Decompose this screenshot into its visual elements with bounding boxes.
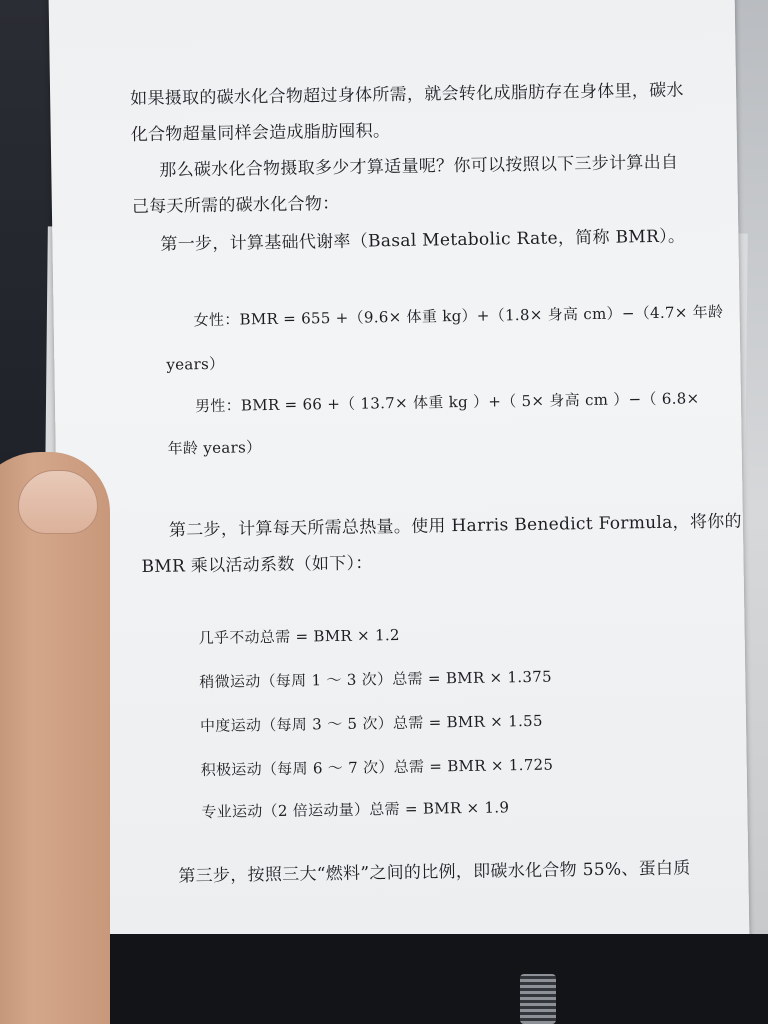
thumbnail [18, 470, 98, 534]
step2-line2: BMR 乘以活动系数（如下）： [141, 553, 373, 578]
zipper [520, 974, 556, 1024]
activity-factor-1: 几乎不动总需 = BMR × 1.2 [198, 626, 400, 648]
activity-factor-2: 稍微运动（每周 1 ～ 3 次）总需 = BMR × 1.375 [199, 667, 553, 692]
activity-factor-3: 中度运动（每周 3 ～ 5 次）总需 = BMR × 1.55 [199, 711, 543, 736]
activity-factor-5: 专业运动（2 倍运动量）总需 = BMR × 1.9 [201, 798, 510, 822]
step3-text: 第三步，按照三大“燃料”之间的比例，即碳水化合物 55%、蛋白质 [178, 858, 691, 887]
formula-female-line1: 女性：BMR = 655 +（9.6× 体重 kg）+（1.8× 身高 cm）−（4.7× 年龄 [193, 302, 724, 330]
book-page [49, 0, 750, 951]
paragraph2-line1: 那么碳水化合物摄取多少才算适量呢？你可以按照以下三步计算出自 [159, 152, 679, 181]
step1-text: 第一步，计算基础代谢率（Basal Metabolic Rate，简称 BMR）。 [160, 226, 686, 255]
activity-factor-4: 积极运动（每周 6 ～ 7 次）总需 = BMR × 1.725 [200, 755, 554, 780]
formula-male-line2: 年龄 years） [167, 438, 262, 458]
formula-male-line1: 男性：BMR = 66 +（ 13.7× 体重 kg ）+（ 5× 身高 cm ）−（ 6.8× [194, 389, 700, 416]
step2-line1: 第二步，计算每天所需总热量。使用 Harris Benedict Formula，将你的 [168, 511, 742, 541]
thumb [0, 452, 110, 1024]
paragraph1-line1: 如果摄取的碳水化合物超过身体所需，就会转化成脂肪存在身体里，碳水 [130, 80, 684, 110]
formula-female-line2: years） [166, 354, 225, 374]
paragraph2-line2: 己每天所需的碳水化合物： [131, 193, 340, 218]
dark-jacket [0, 934, 768, 1024]
paragraph1-line2: 化合物超量同样会造成脂肪囤积。 [130, 121, 391, 146]
